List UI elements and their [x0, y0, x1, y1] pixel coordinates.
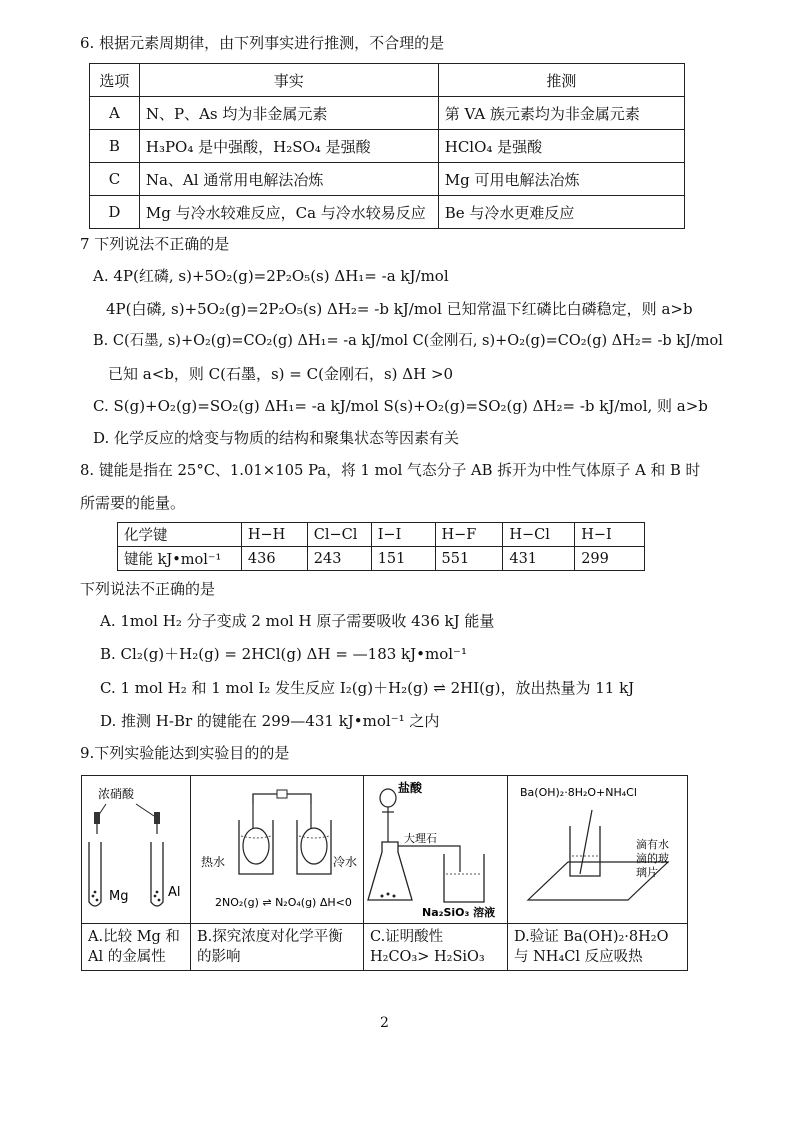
table-row: [118, 523, 645, 547]
figure-a-al-label: Al: [168, 885, 181, 900]
table-cell: 436: [241, 547, 307, 571]
table-row: [82, 776, 688, 924]
q7-option-a-line1: A. 4P(红磷, s)+5O₂(g)=2P₂O₅(s) ΔH₁= -a kJ/mol: [93, 267, 449, 285]
figure-d-note-2: 滴的玻: [636, 852, 669, 865]
figure-b-cell: [191, 776, 364, 924]
q6-inference: 第 VA 族元素均为非金属元素: [438, 97, 684, 130]
table-cell: 431: [503, 547, 575, 571]
figure-c-solution-label: Na₂SiO₃ 溶液: [422, 906, 496, 919]
q6-header-inference: 推测: [438, 64, 684, 97]
table-cell: H−I: [575, 523, 645, 547]
q7-option-b-line1: B. C(石墨, s)+O₂(g)=CO₂(g) ΔH₁= -a kJ/mol C(金刚石, s)+O₂(g)=CO₂(g) ΔH₂= -b kJ/mol: [93, 333, 723, 349]
table-cell: H−F: [435, 523, 503, 547]
figure-a-diagram: [82, 776, 190, 923]
figure-b-equation: 2NO₂(g) ⇌ N₂O₄(g) ΔH<0: [215, 896, 352, 909]
q6-table: [89, 63, 685, 229]
q7-option-c: C. S(g)+O₂(g)=SO₂(g) ΔH₁= -a kJ/mol S(s)+O₂(g)=SO₂(g) ΔH₂= -b kJ/mol, 则 a>b: [93, 397, 708, 415]
q6-inference: Mg 可用电解法冶炼: [438, 163, 684, 196]
figure-c-diagram: [364, 776, 507, 923]
figure-b-caption: B.探究浓度对化学平衡的影响: [197, 929, 343, 965]
q8-option-c: C. 1 mol H₂ 和 1 mol I₂ 发生反应 I₂(g)＋H₂(g) ⇌ 2HI(g)，放出热量为 11 kJ: [100, 679, 635, 697]
figure-a-caption: A.比较 Mg 和 Al 的金属性: [88, 929, 180, 965]
q6-inference: HClO₄ 是强酸: [438, 130, 684, 163]
q6-fact: Mg 与冷水较难反应，Ca 与冷水较易反应: [139, 196, 438, 229]
q6-option: A: [90, 97, 140, 130]
q8-option-d: D. 推测 H-Br 的键能在 299—431 kJ•mol⁻¹ 之内: [100, 712, 440, 730]
figure-d-cell: [508, 776, 688, 924]
q8-intro-line2: 所需要的能量。: [80, 494, 186, 512]
q6-header-fact: 事实: [139, 64, 438, 97]
figure-a-cell: [82, 776, 191, 924]
q9-title: 9.下列实验能达到实验目的的是: [80, 744, 290, 762]
figure-c-caption: C.证明酸性 H₂CO₃> H₂SiO₃: [370, 929, 485, 965]
table-row: [90, 130, 685, 163]
figure-c-cell: [364, 776, 508, 924]
table-cell: Cl−Cl: [307, 523, 371, 547]
figure-d-diagram: [508, 776, 687, 923]
figure-c-acid-label: 盐酸: [398, 781, 423, 795]
figure-a-mg-label: Mg: [109, 889, 129, 904]
table-cell: I−I: [371, 523, 435, 547]
figure-d-caption: D.验证 Ba(OH)₂·8H₂O 与 NH₄Cl 反应吸热: [514, 929, 669, 965]
figure-d-note-1: 滴有水: [636, 838, 669, 851]
figure-a-acid-label: 浓硝酸: [98, 787, 135, 801]
q6-inference: Be 与冷水更难反应: [438, 196, 684, 229]
table-cell: 299: [575, 547, 645, 571]
figure-c-marble-label: 大理石: [404, 832, 437, 845]
q6-fact: Na、Al 通常用电解法冶炼: [139, 163, 438, 196]
figure-b-hot-label: 热水: [201, 855, 226, 869]
table-cell: H−H: [241, 523, 307, 547]
q7-option-b-line2: 已知 a<b，则 C(石墨，s) = C(金刚石，s) ΔH >0: [108, 365, 454, 383]
q6-fact: H₃PO₄ 是中强酸，H₂SO₄ 是强酸: [139, 130, 438, 163]
table-cell: 键能 kJ•mol⁻¹: [118, 547, 242, 571]
q6-title: 6. 根据元素周期律，由下列事实进行推测，不合理的是: [80, 34, 445, 52]
page-number: 2: [380, 1015, 389, 1031]
q8-stem: 下列说法不正确的是: [80, 580, 216, 598]
q7-option-d: D. 化学反应的焓变与物质的结构和聚集状态等因素有关: [93, 429, 460, 447]
q8-option-a: A. 1mol H₂ 分子变成 2 mol H 原子需要吸收 436 kJ 能量: [100, 612, 495, 630]
figure-b-cold-label: 冷水: [333, 855, 358, 869]
q6-option: D: [90, 196, 140, 229]
table-cell: 551: [435, 547, 503, 571]
q7-title: 7 下列说法不正确的是: [80, 235, 230, 253]
table-row: [90, 97, 685, 130]
figure-d-note-3: 璃片: [636, 866, 658, 879]
q8-intro-line1: 8. 键能是指在 25°C、1.01×105 Pa，将 1 mol 气态分子 AB 拆开为中性气体原子 A 和 B 时: [80, 462, 701, 479]
q6-header-option: 选项: [90, 64, 140, 97]
table-row: [90, 64, 685, 97]
q6-option: C: [90, 163, 140, 196]
q9-experiment-table: [81, 775, 688, 971]
table-row: [90, 163, 685, 196]
figure-b-diagram: [191, 776, 363, 923]
table-row: [118, 547, 645, 571]
table-row: [90, 196, 685, 229]
figure-d-reagent-label: Ba(OH)₂·8H₂O+NH₄Cl: [520, 786, 637, 799]
table-row: [82, 924, 688, 971]
table-cell: 151: [371, 547, 435, 571]
table-cell: 243: [307, 547, 371, 571]
table-cell: H−Cl: [503, 523, 575, 547]
q6-fact: N、P、As 均为非金属元素: [139, 97, 438, 130]
q8-option-b: B. Cl₂(g)＋H₂(g) = 2HCl(g) ΔH = —183 kJ•mol⁻¹: [100, 645, 467, 663]
table-cell: 化学键: [118, 523, 242, 547]
q7-option-a-line2: 4P(白磷, s)+5O₂(g)=2P₂O₅(s) ΔH₂= -b kJ/mol 已知常温下红磷比白磷稳定，则 a>b: [106, 300, 693, 318]
bond-energy-table: [117, 522, 645, 571]
q6-option: B: [90, 130, 140, 163]
